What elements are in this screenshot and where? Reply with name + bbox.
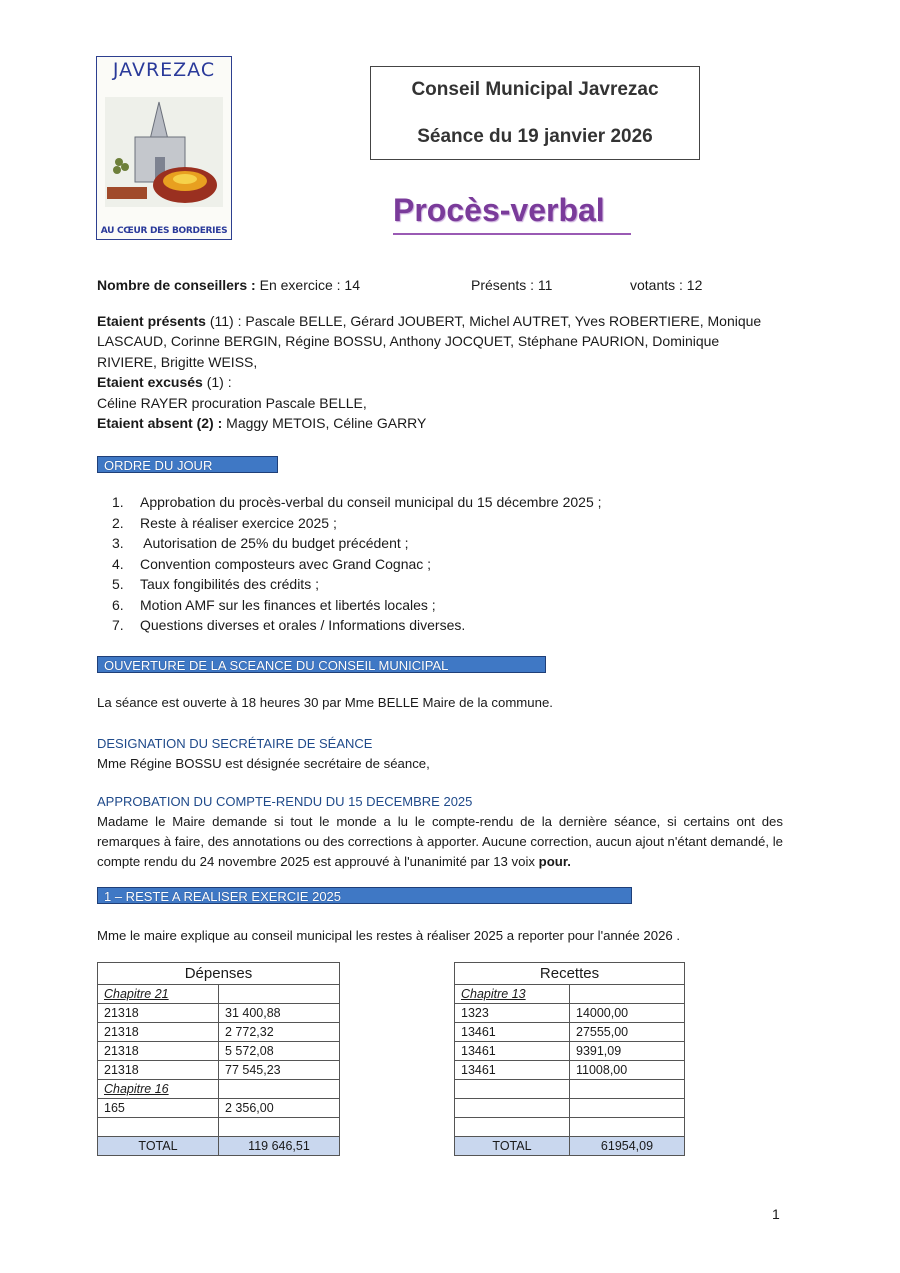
section-item-1: 1 – RESTE A REALISER EXERCIE 2025 (97, 887, 632, 904)
session-date: Séance du 19 janvier 2026 (417, 126, 653, 147)
account-code: 21318 (98, 1023, 219, 1042)
table-row (455, 1099, 685, 1118)
table-row (98, 1023, 340, 1042)
absent-label: Etaient absent (97, 415, 193, 431)
table-row (455, 1080, 685, 1099)
amount-cell: 2 356,00 (219, 1099, 340, 1118)
table-row (455, 1061, 685, 1080)
amount-cell (570, 1080, 685, 1099)
municipality-logo (96, 56, 232, 240)
amount-cell: 2 772,32 (219, 1023, 340, 1042)
absent-count: (2) : (192, 415, 223, 431)
account-code (455, 1118, 570, 1137)
account-code: 21318 (98, 1004, 219, 1023)
amount-cell (570, 1099, 685, 1118)
secretary-heading: DESIGNATION DU SECRÉTAIRE DE SÉANCE (97, 736, 373, 751)
table-title: Dépenses (98, 963, 340, 985)
account-code: 13461 (455, 1042, 570, 1061)
total-row (455, 1137, 685, 1156)
document-title: Procès-verbal (393, 192, 605, 228)
in-office-count: En exercice : 14 (259, 277, 360, 293)
logo-title: JAVREZAC (112, 59, 216, 81)
account-code: 165 (98, 1099, 219, 1118)
amount-cell: 9391,09 (570, 1042, 685, 1061)
excused-label: Etaient excusés (97, 374, 203, 390)
agenda-item (112, 617, 602, 638)
chapter-label: Chapitre 13 (455, 985, 570, 1004)
table-row (98, 1004, 340, 1023)
approval-text: Madame le Maire demande si tout le monde a lu le compte-rendu de la dernière séance, si certains ont des remarques à faire, des annotations ou des corrections à apporter. Aucune correction, aucun ajout n'étant demandé, le compte rendu du 24 novembre 2025 est approuvé à l'unanimité par 13 voix (97, 814, 783, 869)
agenda-item-number: 1. (112, 494, 124, 510)
amount-cell: 14000,00 (570, 1004, 685, 1023)
agenda-item-number: 7. (112, 617, 124, 633)
agenda-item-text: Convention composteurs avec Grand Cognac ; (140, 555, 432, 572)
account-code: 21318 (98, 1061, 219, 1080)
voters-count: votants : 12 (630, 277, 703, 293)
table-row (98, 1061, 340, 1080)
amount-cell: 77 545,23 (219, 1061, 340, 1080)
agenda-item (112, 515, 602, 536)
amount-cell (570, 1118, 685, 1137)
table-row (98, 1118, 340, 1137)
present-line-1 (97, 313, 761, 329)
attendance-line (97, 277, 360, 293)
total-row (98, 1137, 340, 1156)
rar-intro: Mme le maire explique au conseil municipal les restes à réaliser 2025 a reporter pour l'année 2026 . (97, 928, 681, 943)
account-code (98, 1118, 219, 1137)
agenda-item (112, 556, 602, 577)
attendance-label: Nombre de conseillers : (97, 277, 256, 293)
agenda-item-text: Autorisation de 25% du budget précédent ; (140, 535, 409, 551)
amount-cell: 27555,00 (570, 1023, 685, 1042)
account-code (455, 1099, 570, 1118)
table-row (455, 1118, 685, 1137)
agenda-item-text: Reste à réaliser exercice 2025 ; (140, 514, 337, 531)
account-code: 13461 (455, 1023, 570, 1042)
chapter-label: Chapitre 21 (98, 985, 219, 1004)
council-name: Conseil Municipal Javrezac (411, 79, 659, 100)
amount-cell: 11008,00 (570, 1061, 685, 1080)
excused-detail: Céline RAYER procuration Pascale BELLE, (97, 395, 367, 411)
account-code: 21318 (98, 1042, 219, 1061)
agenda-item (112, 535, 602, 556)
secretary-text: Mme Régine BOSSU est désignée secrétaire de séance, (97, 756, 430, 771)
present-list-1: (11) : Pascale BELLE, Gérard JOUBERT, Michel AUTRET, Yves ROBERTIERE, Monique (205, 313, 762, 329)
table-row (98, 1042, 340, 1061)
amount-cell: 5 572,08 (219, 1042, 340, 1061)
account-code (455, 1080, 570, 1099)
agenda-item-number: 2. (112, 514, 124, 531)
absent-names: Maggy METOIS, Céline GARRY (222, 415, 427, 431)
present-count: Présents : 11 (471, 277, 553, 293)
approval-paragraph (97, 812, 783, 872)
table-row (98, 1080, 340, 1099)
agenda-item-number: 4. (112, 555, 124, 572)
logo-illustration (97, 57, 231, 239)
title-underline (393, 233, 631, 235)
agenda-list (112, 494, 602, 638)
excused-line (97, 374, 232, 390)
agenda-item-number: 3. (112, 535, 124, 551)
table-row (98, 985, 340, 1004)
absent-line (97, 415, 426, 431)
section-opening: OUVERTURE DE LA SCEANCE DU CONSEIL MUNICIPAL (97, 656, 546, 673)
present-line-2: LASCAUD, Corinne BERGIN, Régine BOSSU, Anthony JOCQUET, Stéphane PAURION, Dominique (97, 333, 720, 349)
logo-tagline: AU CŒUR DES BORDERIES (100, 226, 228, 236)
agenda-item-number: 5. (112, 576, 124, 592)
section-agenda: ORDRE DU JOUR (97, 456, 278, 473)
table-row (455, 1042, 685, 1061)
amount-cell (219, 1080, 340, 1099)
opening-text: La séance est ouverte à 18 heures 30 par Mme BELLE Maire de la commune. (97, 695, 553, 710)
present-line-3: RIVIERE, Brigitte WEISS, (97, 354, 258, 370)
expenses-table (97, 962, 340, 1156)
agenda-item-text: Approbation du procès-verbal du conseil municipal du 15 décembre 2025 ; (140, 494, 602, 510)
amount-cell: 31 400,88 (219, 1004, 340, 1023)
agenda-item-text: Taux fongibilités des crédits ; (140, 576, 319, 592)
total-label: TOTAL (455, 1137, 570, 1156)
table-row (455, 1004, 685, 1023)
agenda-item-text: Questions diverses et orales / Informations diverses. (140, 617, 466, 633)
agenda-item-text: Motion AMF sur les finances et libertés locales ; (140, 596, 436, 613)
agenda-item (112, 597, 602, 618)
table-row (455, 985, 685, 1004)
agenda-item-number: 6. (112, 596, 124, 613)
account-code: 1323 (455, 1004, 570, 1023)
agenda-item (112, 576, 602, 597)
chapter-label: Chapitre 16 (98, 1080, 219, 1099)
total-label: TOTAL (98, 1137, 219, 1156)
total-amount: 119 646,51 (219, 1137, 340, 1156)
approval-heading: APPROBATION DU COMPTE-RENDU DU 15 DECEMBRE 2025 (97, 794, 473, 809)
table-title: Recettes (455, 963, 685, 985)
excused-count: (1) : (202, 374, 232, 390)
header-box (370, 66, 700, 160)
present-label: Etaient présents (97, 313, 206, 329)
table-row (455, 1023, 685, 1042)
account-code: 13461 (455, 1061, 570, 1080)
total-amount: 61954,09 (570, 1137, 685, 1156)
revenues-table (454, 962, 685, 1156)
table-row (98, 1099, 340, 1118)
amount-cell (219, 1118, 340, 1137)
amount-cell (570, 985, 685, 1004)
approval-text-end: pour. (538, 854, 571, 869)
agenda-item (112, 494, 602, 515)
page-number: 1 (772, 1206, 780, 1222)
amount-cell (219, 985, 340, 1004)
